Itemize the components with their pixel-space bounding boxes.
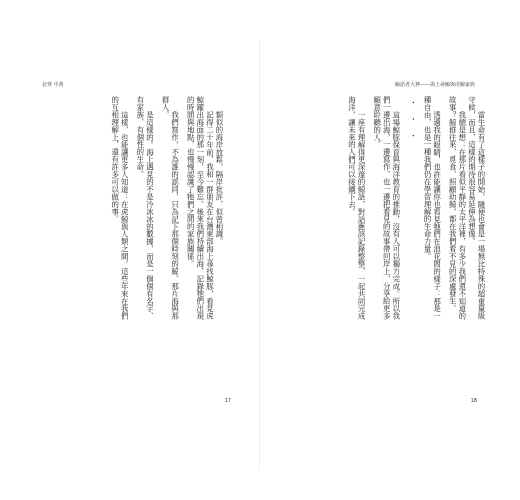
right-running-head: 鯨語者大神——海上尋鯨與虎鯨家族: [394, 82, 475, 88]
left-paragraph: 是這樣的。海上遇見的不是冷冰冰的數據，而是一個個有名字、有家族、有個性的生命。: [135, 96, 155, 320]
left-paragraph: 這樣，也能讓更多人知道：在虎鯨與人類之間，這些年來在我們的互相理解上，還有許多可以做的事。: [110, 96, 130, 320]
left-text-block: [36, 96, 224, 324]
right-paragraph: 我總是想：在那片看似平靜的太平洋裡，有多少我們還不知道的故事？鯨群往來、覓食、照顧幼鯨，都在我們看不見的深處發生。: [448, 96, 467, 320]
right-text-block: [296, 96, 486, 324]
left-page-number: 17: [224, 398, 231, 404]
left-running-head: 北齊 中黃: [42, 82, 64, 88]
right-paragraph: 當生命有了這樣子的開始，隨便也會是一場無比特殊的超重量級守候，而且，這樣的期待很容易延伸為想像。: [467, 96, 486, 320]
right-page-number: 18: [470, 398, 477, 404]
left-page: [0, 0, 259, 500]
left-paragraph: 記得二十年前，我和一群朋友在台灣東部海上尋找鯨豚，看見虎鯨躍出海面的那一刻，至今難忘。後來我們持續出海，記錄牠們出現的時間與地點，也慢慢認識了牠們之間的家族關係。: [186, 96, 215, 320]
right-paragraph: 透過我的眼睛，也許能讓你也看見牠們在浪花間的樣子：那是一種自由，也是一種我們仍在學習理解的生命力量。: [423, 96, 442, 320]
right-paragraph: 一座有理解得更深邃的鯨語，對話應該記錄整整，一起共同完成海洋，讓未來的人們可以接續下去。: [347, 96, 367, 320]
left-paragraph: 我們寫作，不為誰的認同，只為記下那個時刻的鯨、那片海與那群人。: [161, 96, 180, 320]
right-page: [260, 0, 519, 500]
section-break-ornament: • • •: [409, 101, 416, 144]
right-paragraph: 這場鯨豚保育與海洋教育的推動，沒有人可以獨力完成。所以我們一邊出海，一邊寫作，也一邊把看見的故事帶回岸上，分享給更多願意聆聽的人。: [372, 96, 401, 320]
left-paragraph: 類似的海岸放鬆，隔岸批評，似曾相識。: [215, 110, 224, 245]
